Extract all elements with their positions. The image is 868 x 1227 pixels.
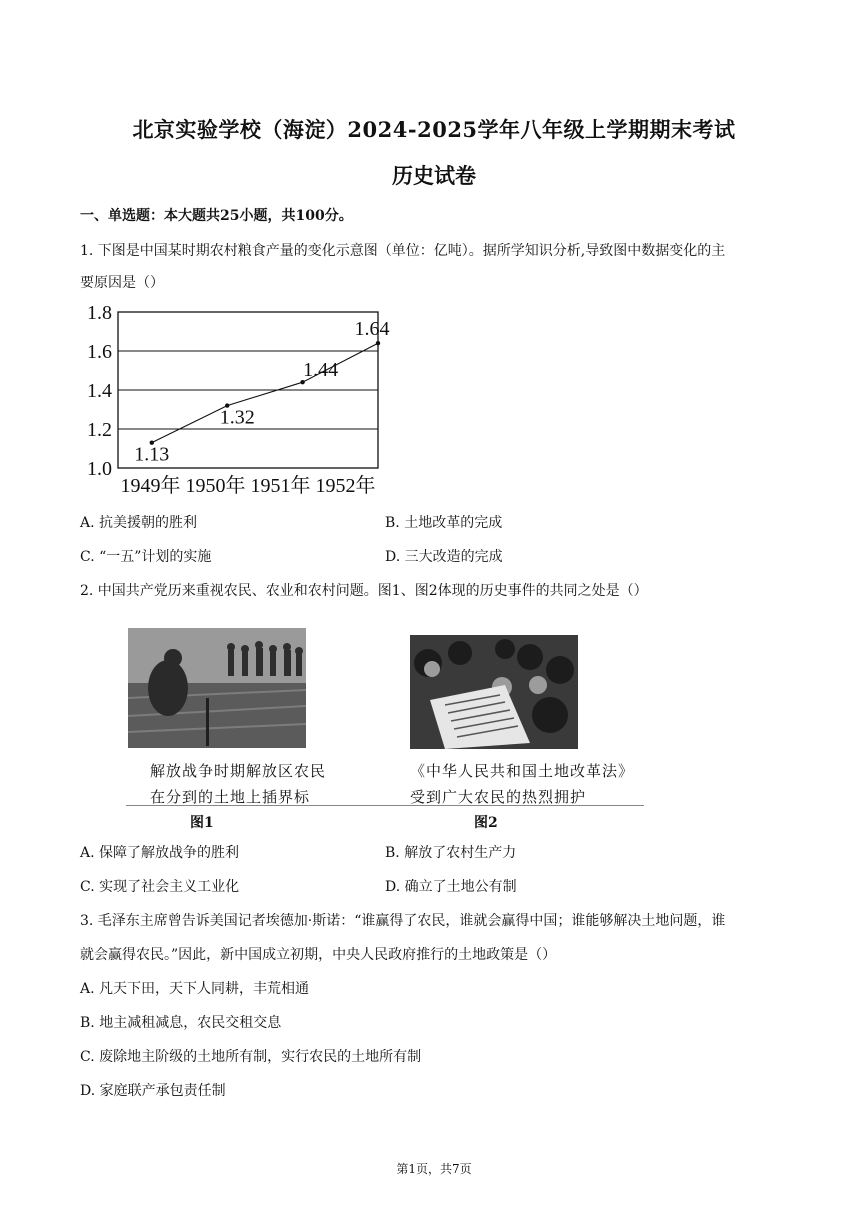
data-point xyxy=(376,341,380,345)
q3-option-d[interactable]: D. 家庭联产承包责任制 xyxy=(80,1083,226,1099)
data-label: 1.32 xyxy=(219,406,255,429)
figure-divider xyxy=(126,805,644,806)
figure1-caption-line1: 解放战争时期解放区农民 xyxy=(150,762,327,780)
x-tick-label: 1950年 xyxy=(185,475,246,497)
data-label: 1.13 xyxy=(134,443,170,466)
q2-option-a[interactable]: A. 保障了解放战争的胜利 xyxy=(80,845,240,861)
figure1-label: 图1 xyxy=(190,815,214,831)
q3-stem-line1: 3. 毛泽东主席曾告诉美国记者埃德加·斯诺：“谁赢得了农民，谁就会赢得中国；谁能够解决土地问题，谁 xyxy=(80,913,726,929)
data-label: 1.44 xyxy=(303,359,339,382)
farmers-field-illustration xyxy=(128,628,306,748)
q1-option-c[interactable]: C. “一五”计划的实施 xyxy=(80,549,212,565)
grain-output-chart xyxy=(80,300,400,505)
q3-stem-line2: 就会赢得农民。”因此，新中国成立初期，中央人民政府推行的土地政策是（） xyxy=(80,947,557,963)
figure1-photo xyxy=(128,628,306,748)
figure2-photo xyxy=(410,635,578,749)
y-tick-label: 1.6 xyxy=(87,341,112,363)
q2-option-c[interactable]: C. 实现了社会主义工业化 xyxy=(80,879,240,895)
data-label: 1.64 xyxy=(354,318,390,341)
q1-option-d[interactable]: D. 三大改造的完成 xyxy=(385,549,503,565)
q1-option-a[interactable]: A. 抗美援朝的胜利 xyxy=(80,515,198,531)
x-tick-label: 1952年 xyxy=(315,475,376,497)
section-heading: 一、单选题：本大题共25小题，共100分。 xyxy=(80,208,353,224)
y-tick-label: 1.8 xyxy=(87,302,112,324)
q2-stem: 2. 中国共产党历来重视农民、农业和农村问题。图1、图2体现的历史事件的共同之处是（） xyxy=(80,583,648,599)
series-line xyxy=(152,343,378,442)
q2-option-b[interactable]: B. 解放了农村生产力 xyxy=(385,845,517,861)
exam-title: 北京实验学校（海淀）2024-2025学年八年级上学期期末考试 xyxy=(132,117,736,142)
q1-option-b[interactable]: B. 土地改革的完成 xyxy=(385,515,503,531)
q1-stem-line2: 要原因是（） xyxy=(80,275,164,291)
figure2-caption-line2: 受到广大农民的热烈拥护 xyxy=(410,788,587,806)
q3-option-b[interactable]: B. 地主减租减息，农民交租交息 xyxy=(80,1015,282,1031)
crowd-with-document-illustration xyxy=(410,635,578,749)
y-tick-label: 1.4 xyxy=(87,380,112,402)
q3-option-c[interactable]: C. 废除地主阶级的土地所有制，实行农民的土地所有制 xyxy=(80,1049,422,1065)
y-tick-label: 1.2 xyxy=(87,419,112,441)
page-footer: 第1页，共7页 xyxy=(396,1162,472,1176)
x-tick-label: 1951年 xyxy=(250,475,311,497)
x-tick-label: 1949年 xyxy=(120,475,181,497)
q1-stem-line1: 1. 下图是中国某时期农村粮食产量的变化示意图（单位：亿吨）。据所学知识分析,导致图中数据变化的主 xyxy=(80,243,726,259)
chart-svg xyxy=(80,300,400,505)
exam-subtitle: 历史试卷 xyxy=(392,163,476,188)
figure2-caption-line1: 《中华人民共和国土地改革法》 xyxy=(410,762,635,780)
figure2-label: 图2 xyxy=(474,815,498,831)
y-tick-label: 1.0 xyxy=(87,458,112,480)
q3-option-a[interactable]: A. 凡天下田，天下人同耕，丰荒相通 xyxy=(80,981,310,997)
q2-option-d[interactable]: D. 确立了土地公有制 xyxy=(385,879,517,895)
figure1-caption-line2: 在分到的土地上插界标 xyxy=(150,788,311,806)
